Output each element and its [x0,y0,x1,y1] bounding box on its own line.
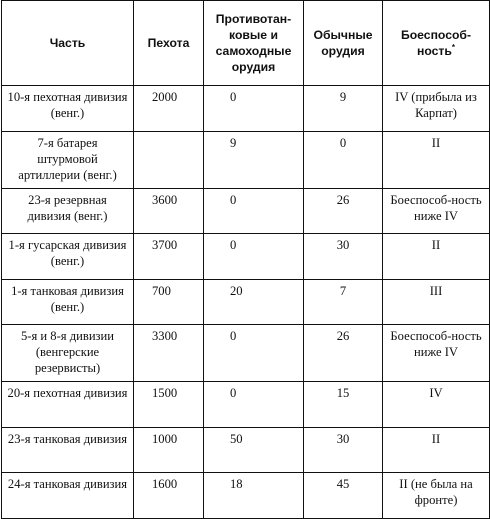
guns-cell: 9 [304,86,383,132]
unit-cell: 10-я пехотная дивизия (венг.) [2,86,134,132]
guns-cell: 30 [304,427,383,473]
table-row [2,325,490,382]
combat-rating-cell: II [383,234,490,280]
antitank-cell: 0 [204,382,304,428]
antitank-cell: 0 [204,86,304,132]
infantry-cell: 1500 [134,382,204,428]
infantry-cell: 3600 [134,188,204,234]
table-row [2,427,490,473]
combat-rating-cell: Боеспособ-ность ниже IV [383,188,490,234]
combat-rating-cell: Боеспособ-ность ниже IV [383,325,490,382]
guns-cell: 7 [304,279,383,325]
table-row [2,234,490,280]
combat-rating-cell: II [383,427,490,473]
header-combat-rating: Боеспособ-ность* [383,1,490,86]
antitank-cell: 20 [204,279,304,325]
unit-cell: 23-я резервная дивизия (венг.) [2,188,134,234]
header-row [2,1,490,86]
table-row [2,131,490,188]
infantry-cell: 3300 [134,325,204,382]
table-row [2,86,490,132]
combat-rating-cell: II [383,131,490,188]
infantry-cell: 1000 [134,427,204,473]
antitank-cell: 0 [204,234,304,280]
unit-cell: 1-я гусарская дивизия (венг.) [2,234,134,280]
footnote-mark: * [451,42,455,52]
table-row [2,473,490,519]
antitank-cell: 18 [204,473,304,519]
header-antitank: Противотан-ковые и самоходные орудия [204,1,304,86]
guns-cell: 26 [304,325,383,382]
header-unit: Часть [2,1,134,86]
combat-rating-cell: IV (прибыла из Карпат) [383,86,490,132]
guns-cell: 15 [304,382,383,428]
antitank-cell: 50 [204,427,304,473]
guns-cell: 0 [304,131,383,188]
antitank-cell: 0 [204,325,304,382]
unit-cell: 23-я танковая дивизия [2,427,134,473]
unit-cell: 5-я и 8-я дивизии (венгерские резервисты) [2,325,134,382]
table-row [2,279,490,325]
unit-cell: 20-я пехотная дивизия [2,382,134,428]
guns-cell: 45 [304,473,383,519]
infantry-cell: 2000 [134,86,204,132]
header-infantry: Пехота [134,1,204,86]
combat-rating-cell: III [383,279,490,325]
unit-cell: 7-я батарея штурмовой артиллерии (венг.) [2,131,134,188]
guns-cell: 26 [304,188,383,234]
infantry-cell [134,131,204,188]
antitank-cell: 0 [204,188,304,234]
table-row [2,382,490,428]
guns-cell: 30 [304,234,383,280]
forces-table [1,0,490,519]
infantry-cell: 1600 [134,473,204,519]
combat-rating-cell: II (не была на фронте) [383,473,490,519]
table-row [2,188,490,234]
header-guns: Обычные орудия [304,1,383,86]
infantry-cell: 3700 [134,234,204,280]
antitank-cell: 9 [204,131,304,188]
unit-cell: 1-я танковая дивизия (венг.) [2,279,134,325]
infantry-cell: 700 [134,279,204,325]
unit-cell: 24-я танковая дивизия [2,473,134,519]
combat-rating-cell: IV [383,382,490,428]
